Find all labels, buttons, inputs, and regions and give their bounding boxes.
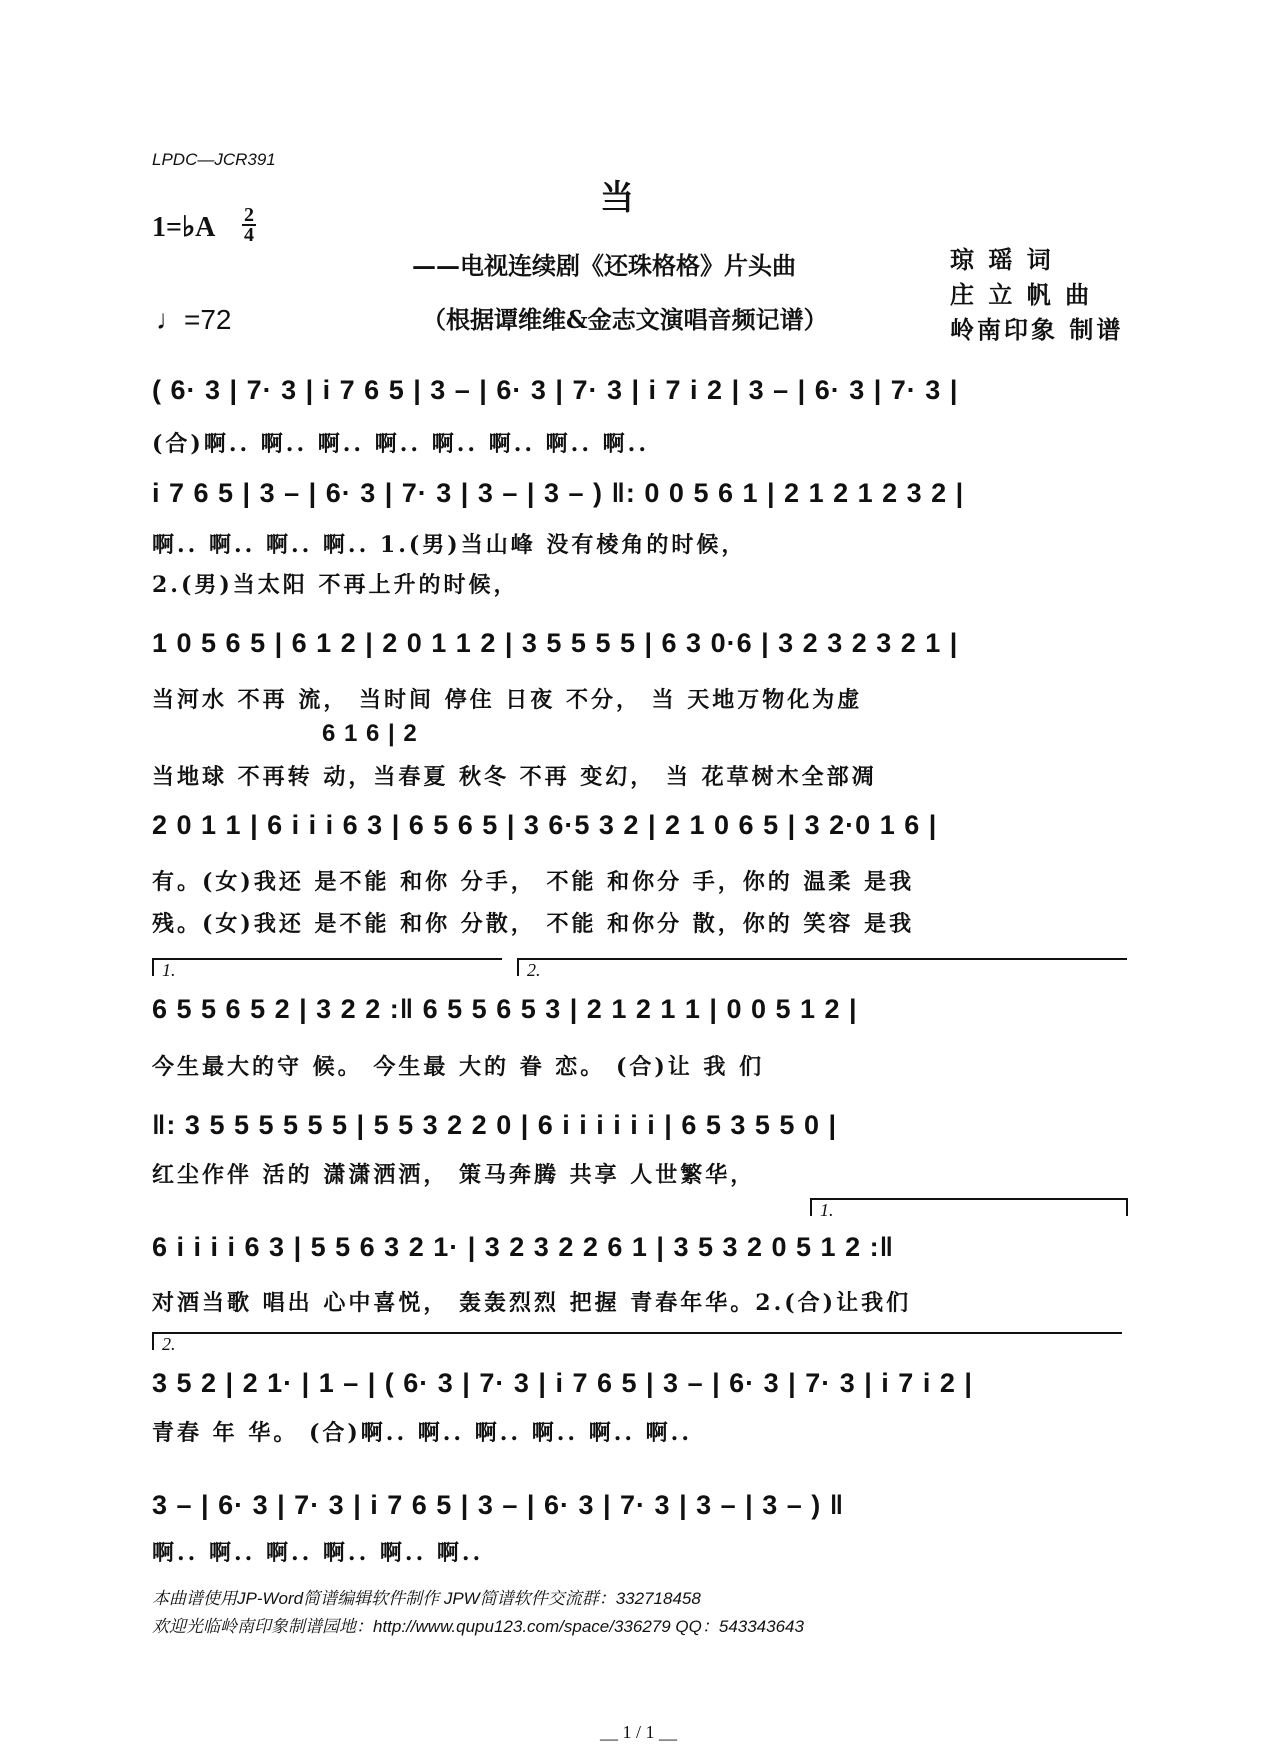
- notation-line: 1 0 5 6 5 | 6 1 2 | 2 0 1 1 2 | 3 5 5 5 5 | 6 3 0·6 | 3 2 3 2 3 2 1 |: [152, 628, 959, 658]
- page-number: __ 1 / 1 __: [600, 1722, 678, 1742]
- notation-line: 3 5 2 | 2 1· | 1 – | ( 6· 3 | 7· 3 | i 7 6 5 | 3 – | 6· 3 | 7· 3 | i 7 i 2 |: [152, 1368, 973, 1398]
- lyric-line: 啊.. 啊.. 啊.. 啊.. 啊.. 啊..: [152, 1540, 484, 1566]
- first-ending-bracket: 1.: [152, 958, 502, 976]
- song-subtitle: ——电视连续剧《还珠格格》片头曲: [412, 251, 796, 280]
- lyric-line: 对酒当歌 唱出 心中喜悦， 轰轰烈烈 把握 青春年华。2.(合)让我们: [152, 1290, 912, 1316]
- time-signature: [242, 206, 256, 244]
- first-ending-bracket: 1.: [810, 1198, 1128, 1216]
- notation-line: ( 6· 3 | 7· 3 | i 7 6 5 | 3 – | 6· 3 | 7· 3 | i 7 i 2 | 3 – | 6· 3 | 7· 3 |: [152, 375, 959, 405]
- song-title: 当: [600, 178, 634, 218]
- lyric-line: 2.(男)当太阳 不再上升的时候，: [152, 572, 519, 598]
- transcription-note: （根据谭维维&金志文演唱音频记谱）: [422, 305, 828, 334]
- time-sig-bottom: 4: [244, 224, 254, 246]
- lyric-line: 啊.. 啊.. 啊.. 啊.. 1.(男)当山峰 没有棱角的时候，: [152, 532, 747, 558]
- lyric-line: 红尘作伴 活的 潇潇洒洒， 策马奔腾 共享 人世繁华，: [152, 1162, 756, 1188]
- composer-credit: 庄 立 帆 曲: [950, 280, 1093, 309]
- notation-line: 2 0 1 1 | 6 i i i 6 3 | 6 5 6 5 | 3 6·5 3 2 | 2 1 0 6 5 | 3 2·0 1 6 |: [152, 810, 938, 840]
- notation-line: 6 i i i i 6 3 | 5 5 6 3 2 1· | 3 2 3 2 2 6 1 | 3 5 3 2 0 5 1 2 :‖: [152, 1232, 895, 1262]
- time-sig-top: 2: [244, 204, 254, 226]
- lyricist-credit: 琼 瑶 词: [950, 245, 1054, 274]
- footer-software-note: 本曲谱使用JP-Word简谱编辑软件制作 JPW简谱软件交流群：332718458: [152, 1589, 701, 1608]
- notation-line: ‖: 3 5 5 5 5 5 5 | 5 5 3 2 2 0 | 6 i i i i i i | 6 5 3 5 5 0 |: [152, 1110, 838, 1140]
- notation-line: 6 5 5 6 5 2 | 3 2 2 :‖ 6 5 5 6 5 3 | 2 1 2 1 1 | 0 0 5 1 2 |: [152, 994, 858, 1024]
- notation-line: 3 – | 6· 3 | 7· 3 | i 7 6 5 | 3 – | 6· 3 | 7· 3 | 3 – | 3 – ) ‖: [152, 1490, 845, 1520]
- lyric-line: 青春 年 华。 (合)啊.. 啊.. 啊.. 啊.. 啊.. 啊..: [152, 1420, 693, 1446]
- lyric-line: 当地球 不再转 动，当春夏 秋冬 不再 变幻， 当 花草树木全部凋: [152, 764, 877, 790]
- tempo-marking: ♩=72: [156, 304, 232, 335]
- lyric-line: (合)啊.. 啊.. 啊.. 啊.. 啊.. 啊.. 啊.. 啊..: [152, 431, 649, 457]
- score-code: LPDC—JCR391: [152, 150, 276, 169]
- transcriber-credit: 岭南印象 制谱: [950, 315, 1124, 344]
- lyric-line: 当河水 不再 流， 当时间 停住 日夜 不分， 当 天地万物化为虚: [152, 687, 863, 713]
- lyric-line: 今生最大的守 候。 今生最 大的 眷 恋。 (合)让 我 们: [152, 1054, 765, 1080]
- notation-line: i 7 6 5 | 3 – | 6· 3 | 7· 3 | 3 – | 3 – ) ‖: 0 0 5 6 1 | 2 1 2 1 2 3 2 |: [152, 478, 965, 508]
- second-ending-bracket: 2.: [517, 958, 1127, 976]
- alternate-notation: 6 1 6 | 2: [322, 720, 418, 747]
- second-ending-bracket: 2.: [152, 1332, 1122, 1350]
- key-signature: 1=♭A: [152, 212, 216, 243]
- lyric-line: 残。(女)我还 是不能 和你 分散， 不能 和你分 散，你的 笑容 是我: [152, 911, 915, 937]
- footer-website-note: 欢迎光临岭南印象制谱园地：http://www.qupu123.com/space/336279 QQ：543343643: [152, 1617, 804, 1636]
- lyric-line: 有。(女)我还 是不能 和你 分手， 不能 和你分 手，你的 温柔 是我: [152, 869, 915, 895]
